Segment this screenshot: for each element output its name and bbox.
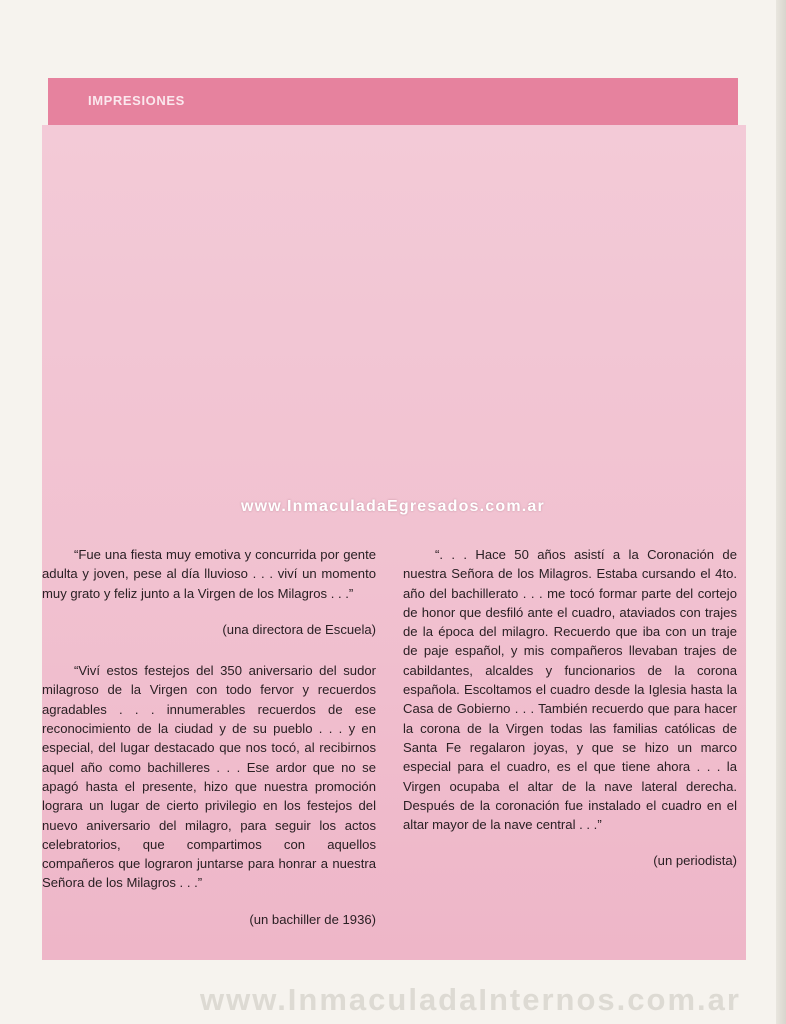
attribution-directora: (una directora de Escuela) [222, 621, 376, 637]
section-header-band [48, 78, 738, 125]
right-column [403, 545, 737, 871]
quote-periodista: “. . . Hace 50 años asistí a la Coronación de nuestra Señora de los Milagros. Estaba cursando el 4to. año del bachillerato . . . me tocó formar parte del cortejo de honor que desfiló ante el cuadro, ataviados con trajes de la época del milagro. Recuerdo que iba con un traje de paje español, y mis compañeros llevaban trajes de cabildantes, alcaldes y funcionarios de la corona española. Escoltamos el cuadro desde la Iglesia hasta la Casa de Gobierno . . . También recuerdo que para hacer la corona de la Virgen todas las familias católicas de Santa Fe regalaron joyas, y que se hizo un marco especial para el cuadro, es el que tiene ahora . . . la Virgen ocupaba el altar de la nave lateral derecha. Después de la coronación fue instalado el cuadro en el altar mayor de la nave central . . .” [403, 547, 737, 833]
quote-bachiller: “Viví estos festejos del 350 aniversario del sudor milagroso de la Virgen con todo fervor y recuerdos agradables . . . innumerables recuerdos de ese reconocimiento de la ciudad y de su pueblo . . . y en especial, del lugar destacado que nos tocó, al recibirnos aquel año como bachilleres . . . Ese ardor que no se apagó hasta el presente, hizo que nuestra promoción lograra un lugar de cierto privilegio en los festejos del nuevo aniversario del milagro, para seguir los actos celebratorios, que compartimos con aquellos compañeros que lograron juntarse para honrar a nuestra Señora de los Milagros . . .” [42, 663, 376, 891]
faint-watermark: www.InmaculadaInternos.com.ar [200, 982, 741, 1017]
attribution-periodista: (un periodista) [653, 853, 737, 869]
quote-directora: “Fue una fiesta muy emotiva y concurrida por gente adulta y joven, pese al día lluvioso . . . viví un momento muy grato y feliz junto a la Virgen de los Milagros . . .” [42, 547, 376, 601]
attribution-bachiller: (un bachiller de 1936) [249, 911, 376, 927]
section-title: IMPRESIONES [88, 93, 185, 108]
watermark: www.InmaculadaEgresados.com.ar [241, 498, 545, 515]
left-column [42, 545, 376, 929]
